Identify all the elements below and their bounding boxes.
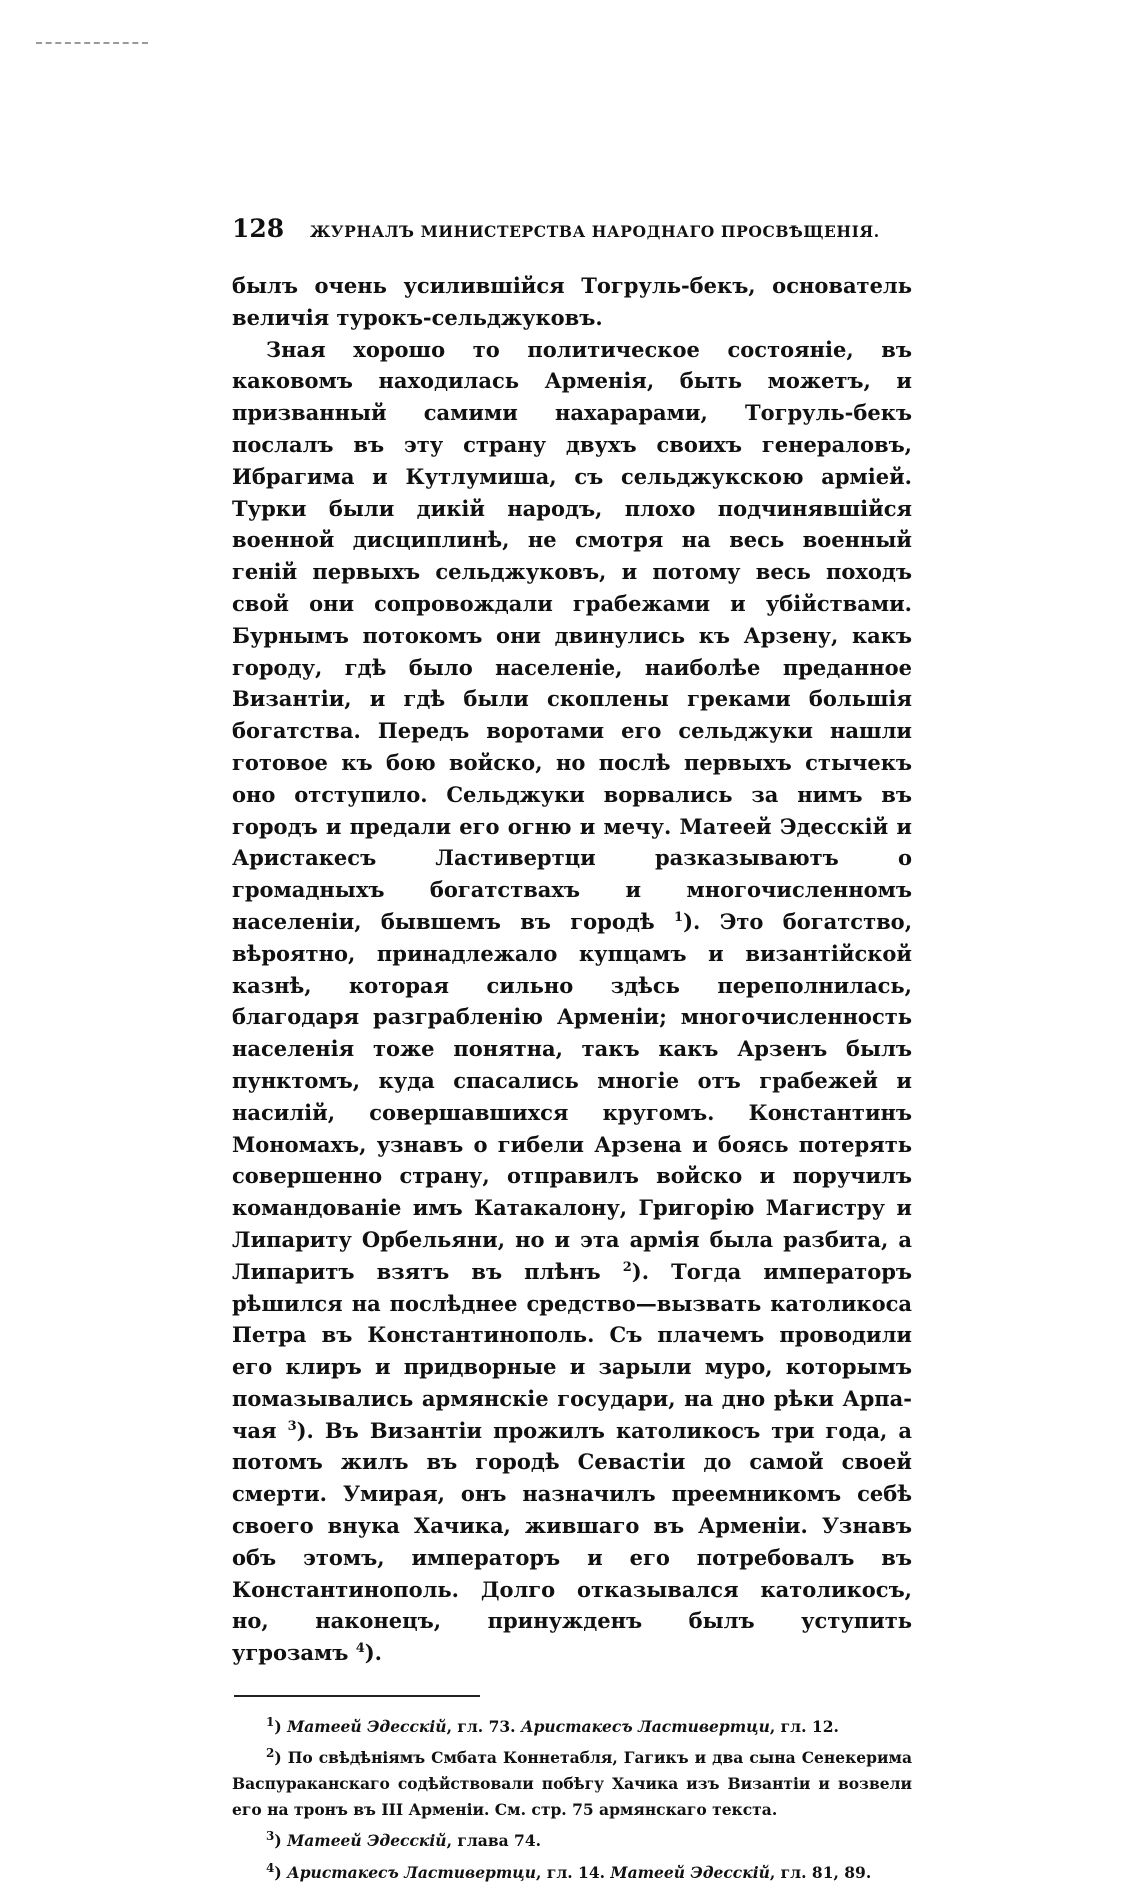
paragraph-continuation: былъ очень усилившійся Тогруль-бекъ, основатель величія турокъ-сельджуковъ. xyxy=(232,273,912,330)
footnote-4-marker: 4 xyxy=(266,1860,275,1875)
footnote-1-author-2: Аристакесъ Ластивертци xyxy=(520,1717,770,1737)
footnote-4-author-1: Аристакесъ Ластивертци xyxy=(287,1862,537,1882)
footnote-ref-3[interactable]: 3 xyxy=(287,1418,297,1434)
footnote-4-text-2: , гл. 81, 89. xyxy=(769,1862,872,1882)
footnote-2-marker: 2 xyxy=(266,1746,275,1761)
paragraph-main-segment-5: ). xyxy=(364,1640,382,1666)
page-number: 128 xyxy=(232,214,285,243)
footnote-1-text-1: , гл. 73. xyxy=(446,1717,521,1737)
journal-title: ЖУРНАЛЪ МИНИСТЕРСТВА НАРОДНАГО ПРОСВѢЩЕНІЯ. xyxy=(310,222,880,241)
footnote-2-text: По свѣдѣніямъ Смбата Коннетабля, Гагикъ и два сына Сенекерима Васпураканскаго содѣйствовали побѣгу Хачика изъ Византіи и возвели его на тронъ въ III Арменіи. См. стр. 75 армянскаго текста. xyxy=(232,1748,913,1820)
footnote-divider xyxy=(234,1695,480,1697)
footnote-3-author-1: Матеей Эдесскій xyxy=(287,1831,447,1851)
footnote-ref-4[interactable]: 4 xyxy=(355,1641,365,1657)
book-page xyxy=(232,214,912,1886)
paragraph-main-segment-4: ). Въ Византіи прожилъ католикосъ три года, а потомъ жилъ въ городѣ Севастіи до самой своей смерти. Умирая, онъ назначилъ преемникомъ себѣ своего внука Хачика, жившаго въ Арменіи. Узнавъ объ этомъ, императоръ и его потребовалъ въ Константинополь. Долго отказывался католикосъ, но, наконецъ, принужденъ былъ уступить угрозамъ xyxy=(232,1417,912,1666)
footnote-ref-2[interactable]: 2 xyxy=(622,1259,632,1275)
paragraph-main-segment-1: Зная хорошо то политическое состояніе, въ каковомъ находилась Арменія, быть можетъ, и призванный самими нахарарами, Тогруль-бекъ послалъ въ эту страну двухъ своихъ генераловъ, Ибрагима и Кутлумиша, съ сельджукскою арміей. Турки были дикій народъ, плохо подчинявшійся военной дисциплинѣ, не смотря на весь военный геній первыхъ сельджуковъ, и потому весь походъ свой они сопровождали грабежами и убійствами. Бурнымъ потокомъ они двинулись къ Арзену, какъ городу, гдѣ было населеніе, наиболѣе преданное Византіи, и гдѣ были скоплены греками большія богатства. Передъ воротами его сельджуки нашли готовое къ бою войско, но послѣ первыхъ стычекъ оно отступило. Сельджуки ворвались за нимъ въ городъ и предали его огню и мечу. Матеей Эдесскій и Аристакесъ Ластивертци разказываютъ о громадныхъ богатствахъ и многочисленномъ населеніи, бывшемъ въ городѣ xyxy=(232,336,912,934)
footnote-3: $^3$) Матеей Эдесскій, глава 74. xyxy=(266,1829,542,1851)
scan-artifact-mark xyxy=(36,42,148,44)
footnote-1-text-2: , гл. 12. xyxy=(769,1717,839,1737)
footnote-4-text-1: , гл. 14. xyxy=(536,1862,611,1882)
footnote-3-marker: 3 xyxy=(266,1829,275,1844)
running-header xyxy=(232,214,912,250)
footnote-4-author-2: Матеей Эдесскій xyxy=(610,1862,770,1882)
footnote-2: $^2$) По свѣдѣніямъ Смбата Коннетабля, Гагикъ и два сына Сенекерима Васпураканскаго содѣйствовали побѣгу Хачика изъ Византіи и возвели его на тронъ въ III Арменіи. См. стр. 75 армянскаго текста. xyxy=(232,1746,913,1820)
footnote-3-text-1: , глава 74. xyxy=(446,1831,542,1851)
footnotes-section xyxy=(232,1709,912,1886)
paragraph-main-segment-2: ). Это богатство, вѣроятно, принадлежало купцамъ и византійской казнѣ, которая сильно здѣсь переполнилась, благодаря разграбленію Арменіи; многочисленность населенія тоже понятна, такъ какъ Арзенъ былъ пунктомъ, куда спасались многіе отъ грабежей и насилій, совершавшихся кругомъ. Константинъ Мономахъ, узнавъ о гибели Арзена и боясь потерять совершенно страну, отправилъ войско и поручилъ командованіе имъ Катакалону, Григорію Магистру и Липариту Орбельяни, но и эта армія была разбита, а Липаритъ взятъ въ плѣнъ xyxy=(232,908,912,1284)
footnote-1: $^1$) Матеей Эдесскій, гл. 73. Аристакесъ Ластивертци, гл. 12. xyxy=(266,1715,839,1737)
footnote-1-marker: 1 xyxy=(266,1715,275,1730)
footnote-1-author-1: Матеей Эдесскій xyxy=(287,1717,447,1737)
footnote-ref-1[interactable]: 1 xyxy=(674,909,684,925)
footnote-4: $^4$) Аристакесъ Ластивертци, гл. 14. Матеей Эдесскій, гл. 81, 89. xyxy=(266,1860,872,1882)
paragraph-main-segment-3: ). Тогда императоръ рѣшился на послѣднее средство—вызвать католикоса Петра въ Константинополь. Съ плачемъ проводили его клиръ и придворные и зарыли муро, которымъ помазывались армянскіе государи, на дно рѣки Арпа-чая xyxy=(232,1258,912,1443)
paragraph-main xyxy=(232,334,912,1669)
